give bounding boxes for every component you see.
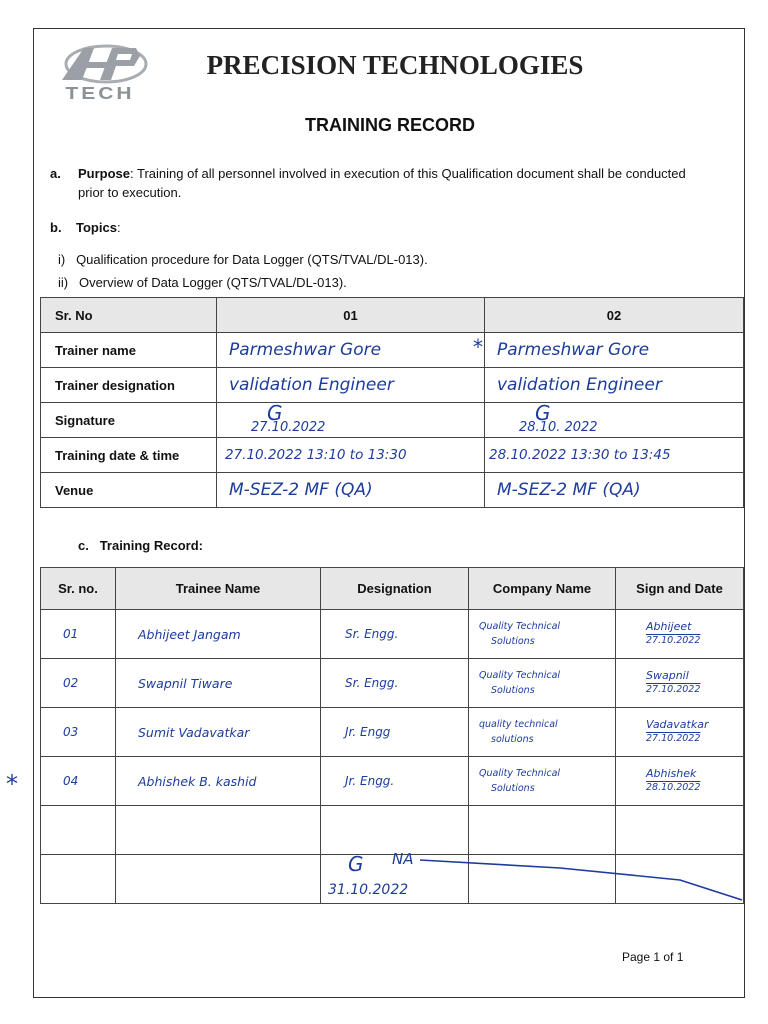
signature-02-mark: G	[535, 401, 551, 425]
training-datetime-label: Training date & time	[41, 438, 217, 473]
row-trainee-name: Swapnil Tiware	[116, 659, 321, 708]
row-date: 28.10.2022	[646, 782, 701, 793]
row-designation	[321, 806, 469, 855]
row-trainee-name: Abhishek B. kashid	[116, 757, 321, 806]
header-srno: Sr. no.	[41, 568, 116, 610]
row-company-cell	[469, 610, 616, 659]
row-company-line2: Solutions	[491, 636, 535, 647]
table-row	[41, 757, 744, 806]
record-label: Training Record:	[99, 538, 203, 553]
training-record-heading	[78, 536, 203, 555]
row-sign-cell	[616, 806, 744, 855]
row-srno: 03	[41, 708, 116, 757]
purpose-label: Purpose	[78, 166, 131, 181]
row-date: 27.10.2022	[646, 733, 701, 744]
record-letter: c.	[78, 538, 89, 553]
row-sign-cell	[616, 708, 744, 757]
topic-text: Qualification procedure for Data Logger (QTS/TVAL/DL-013).	[76, 252, 428, 267]
purpose-section	[50, 164, 700, 202]
trainer-designation-02: validation Engineer	[485, 368, 744, 403]
row-company-line1: Quality Technical	[479, 768, 561, 779]
trainer-name-01: Parmeshwar Gore	[217, 333, 485, 368]
row-trainee-name	[116, 855, 321, 904]
topic-number: ii)	[58, 275, 69, 290]
topic-item	[58, 250, 428, 269]
row-company-line2: Solutions	[491, 783, 535, 794]
row-srno: 01	[41, 610, 116, 659]
trainer-designation-label: Trainer designation	[41, 368, 217, 403]
signature-02-cell	[485, 403, 744, 438]
trainer-name-label: Trainer name	[41, 333, 217, 368]
row-company-line1: Quality Technical	[479, 621, 561, 632]
trainer-header-srno: Sr. No	[41, 298, 217, 333]
row-company-line2: Solutions	[491, 685, 535, 696]
row-company-cell	[469, 708, 616, 757]
asterisk-mark: *	[473, 335, 483, 359]
trainer-header-01: 01	[217, 298, 485, 333]
purpose-text: : Training of all personnel involved in execution of this Qualification document shall be conducted prior to execution.	[78, 166, 686, 200]
venue-02: M-SEZ-2 MF (QA)	[485, 473, 744, 508]
signature-01-date: 27.10.2022	[251, 420, 326, 435]
row-srno: 02	[41, 659, 116, 708]
table-row	[41, 610, 744, 659]
row-designation: Jr. Engg	[321, 708, 469, 757]
na-signature-mark: G	[348, 852, 364, 876]
row-designation: Sr. Engg.	[321, 659, 469, 708]
document-title: TRAINING RECORD	[305, 115, 475, 135]
trainer-name-02: Parmeshwar Gore	[497, 340, 650, 360]
row-trainee-name: Abhijeet Jangam	[116, 610, 321, 659]
signature-01-cell	[217, 403, 485, 438]
row-company-cell	[469, 855, 616, 904]
signature-02-date: 28.10. 2022	[519, 420, 598, 435]
row-sign-cell	[616, 610, 744, 659]
table-row	[41, 806, 744, 855]
trainer-name-02-cell	[473, 333, 744, 368]
training-datetime-02: 28.10.2022 13:30 to 13:45	[485, 438, 744, 473]
topics-heading	[50, 218, 121, 237]
row-company-line2: solutions	[491, 734, 534, 745]
row-srno	[41, 855, 116, 904]
header-company-name: Company Name	[469, 568, 616, 610]
purpose-letter: a.	[50, 166, 61, 181]
row-company-line1: Quality Technical	[479, 670, 561, 681]
venue-label: Venue	[41, 473, 217, 508]
topic-number: i)	[58, 252, 66, 267]
row-date: 27.10.2022	[646, 635, 701, 646]
na-date: 31.10.2022	[328, 882, 409, 898]
na-text: NA	[392, 850, 414, 868]
topic-text: Overview of Data Logger (QTS/TVAL/DL-013).	[78, 275, 347, 290]
page-number: Page 1 of 1	[622, 950, 684, 964]
company-name: PRECISION TECHNOLOGIES	[206, 50, 584, 80]
row-sign: Vadavatkar	[646, 718, 709, 731]
topic-item	[58, 273, 347, 292]
row-srno	[41, 806, 116, 855]
header-trainee-name: Trainee Name	[116, 568, 321, 610]
row-designation: Jr. Engg.	[321, 757, 469, 806]
row-sign-cell	[616, 659, 744, 708]
row-sign: Swapnil	[646, 669, 689, 682]
row-company-cell	[469, 806, 616, 855]
row-company-cell	[469, 659, 616, 708]
table-row	[41, 659, 744, 708]
row-trainee-name	[116, 806, 321, 855]
left-margin-asterisk: *	[6, 770, 18, 798]
table-row	[41, 708, 744, 757]
signature-label: Signature	[41, 403, 217, 438]
signature-01-mark: G	[267, 401, 283, 425]
row-company-cell	[469, 757, 616, 806]
topics-label: Topics	[76, 220, 117, 235]
venue-01: M-SEZ-2 MF (QA)	[217, 473, 485, 508]
trainer-header-02: 02	[485, 298, 744, 333]
topics-colon: :	[116, 220, 121, 235]
header-designation: Designation	[321, 568, 469, 610]
trainer-designation-01: validation Engineer	[217, 368, 485, 403]
row-company-line1: quality technical	[479, 719, 558, 730]
row-date: 27.10.2022	[646, 684, 701, 695]
row-srno: 04	[41, 757, 116, 806]
header-sign-date: Sign and Date	[616, 568, 744, 610]
logo-text: TECH	[65, 83, 135, 104]
row-sign-cell	[616, 855, 744, 904]
row-sign: Abhijeet	[646, 620, 692, 633]
trainer-table	[40, 297, 744, 508]
topics-letter: b.	[50, 220, 62, 235]
row-designation: Sr. Engg.	[321, 610, 469, 659]
training-datetime-01: 27.10.2022 13:10 to 13:30	[217, 438, 485, 473]
row-sign-cell	[616, 757, 744, 806]
row-trainee-name: Sumit Vadavatkar	[116, 708, 321, 757]
row-sign: Abhishek	[646, 767, 697, 780]
